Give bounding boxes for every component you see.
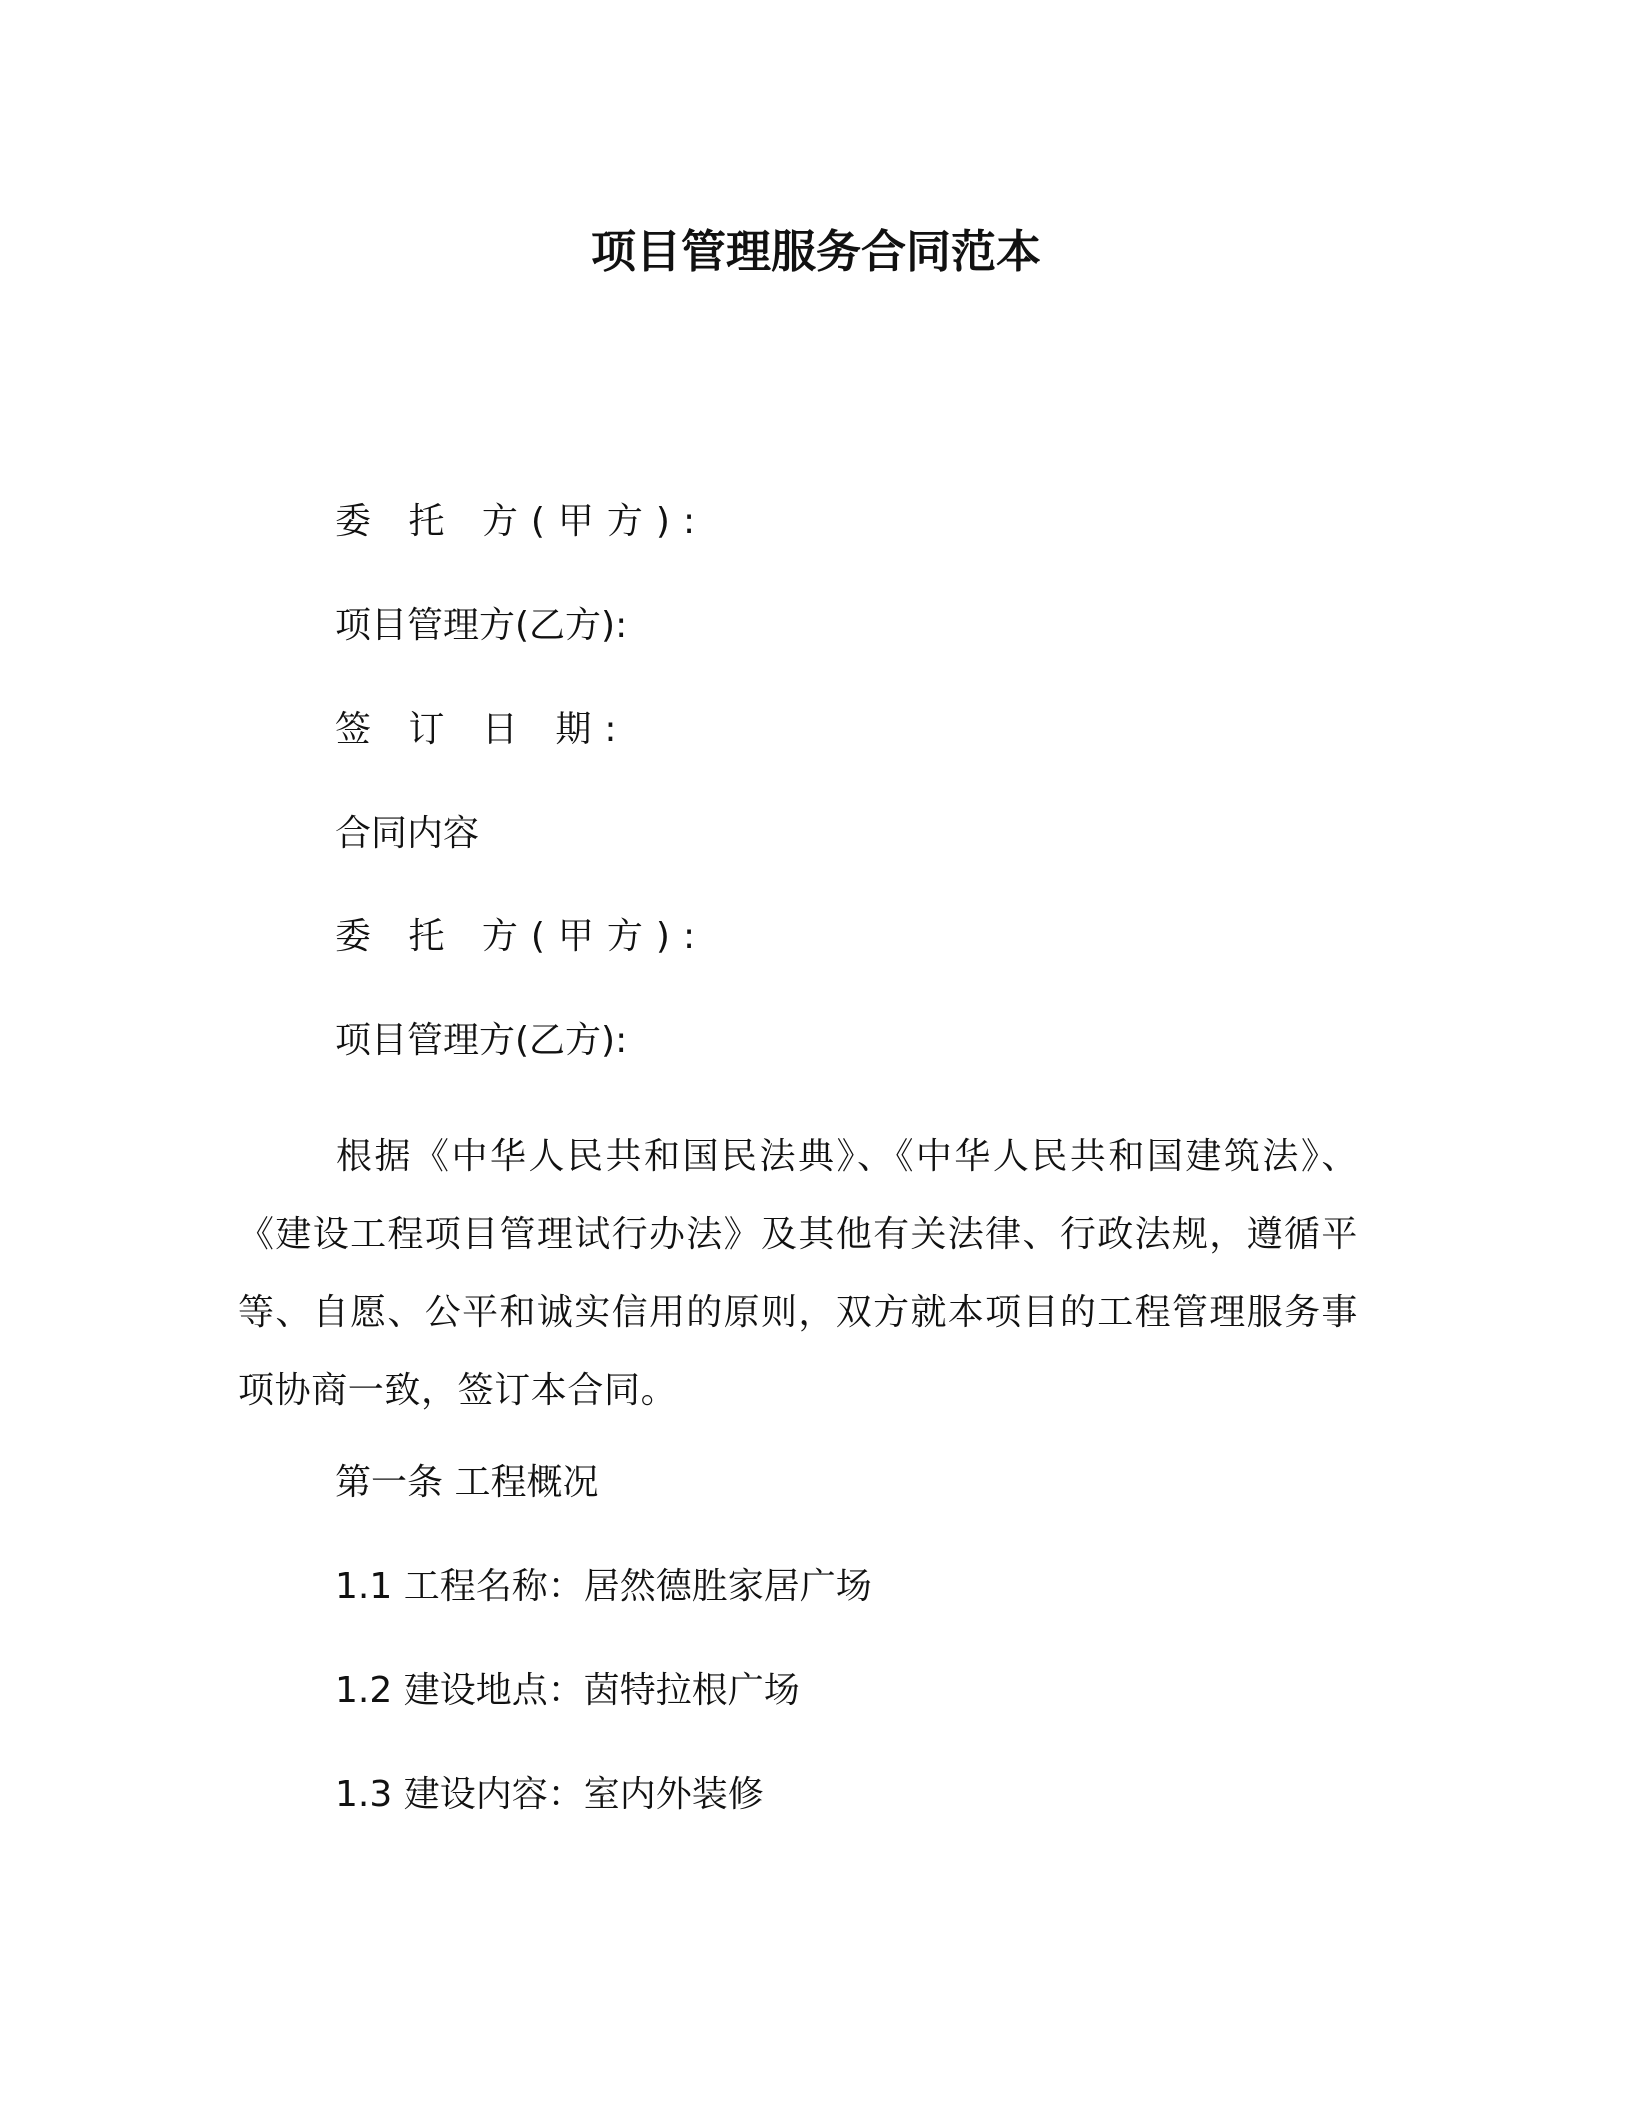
party-b-field: 项目管理方(乙方): [335, 605, 628, 646]
intro-paragraph: 根据《中华人民共和国民法典》、《中华人民共和国建筑法》、《建设工程项目管理试行办法》及其他有关法律、行政法规，遵循平等、自愿、公平和诚实信用的原则，双方就本项目的工程管理服务事项协商一致，签订本合同。 [238, 1136, 1358, 1411]
article-1-item-2: 1.2 建设地点：茵特拉根广场 [335, 1670, 800, 1711]
article-1-heading: 第一条 工程概况 [335, 1462, 599, 1503]
contract-content-heading: 合同内容 [335, 813, 480, 854]
document-title: 项目管理服务合同范本 [590, 225, 1041, 278]
party-b-field-repeat: 项目管理方(乙方): [335, 1020, 628, 1061]
article-1-item-1: 1.1 工程名称：居然德胜家居广场 [335, 1566, 872, 1607]
signing-date-field: 签 订 日 期: [335, 709, 630, 750]
article-1-item-3: 1.3 建设内容：室内外装修 [335, 1774, 764, 1815]
party-a-field-repeat: 委 托 方(甲方): [335, 916, 709, 957]
party-a-field: 委 托 方(甲方): [335, 501, 709, 542]
